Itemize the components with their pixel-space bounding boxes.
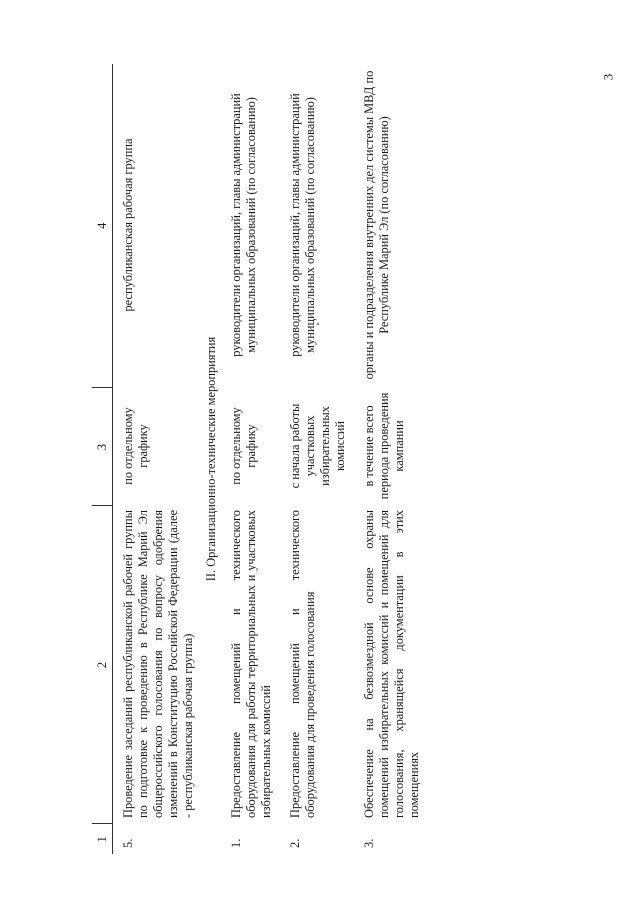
section-row <box>204 64 229 854</box>
row-action: Проведение заседаний республиканской рабочей группы по подготовке к проведению в Республике Марий Эл общероссийского голосования по вопросу одобрения изменений в Конституцию Российской Федерации (далее - республиканская рабочая группа) <box>121 510 195 818</box>
row-number: 5. <box>121 838 135 848</box>
row-number: 2. <box>288 838 302 848</box>
row-term: по отдельному графику <box>229 407 258 485</box>
row-action: Обеспечение на безвозмездной основе охраны помещений избирательных комиссий и помещений для голосования, хранящейся документации в этих помещениях <box>362 510 421 818</box>
row-term: по отдельному графику <box>121 407 150 485</box>
section-title: II. Организационно-технические мероприятия <box>204 336 218 582</box>
table-row <box>362 64 436 854</box>
header-col-4: 4 <box>92 64 113 388</box>
table-row <box>288 64 362 854</box>
row-responsible: республиканская рабочая группа <box>121 138 135 312</box>
table-header-row <box>92 64 113 854</box>
row-number: 1. <box>229 838 243 848</box>
row-responsible: руководители организаций, главы администраций муниципальных образований (по согласованию) <box>229 93 258 357</box>
table-row <box>113 64 205 854</box>
table-row <box>229 64 288 854</box>
row-term: в течение всего периода проведения кампании <box>362 392 406 500</box>
header-col-3: 3 <box>92 388 113 506</box>
row-action: Предоставление помещений и технического оборудования для работы территориальных и участковых избирательных комиссий <box>229 510 273 818</box>
row-term: с начала работы участковых избирательных комиссий <box>288 403 347 489</box>
header-col-2: 2 <box>92 506 113 824</box>
rotated-table-container <box>92 64 572 854</box>
row-responsible: руководители организаций, главы администраций муниципальных образований (по согласованию) <box>288 93 317 357</box>
header-col-1: 1 <box>92 824 113 854</box>
row-responsible: органы и подразделения внутренних дел системы МВД по Республике Марий Эл (по согласованию) <box>362 70 391 380</box>
plan-table <box>92 64 436 854</box>
page-number: 3 <box>600 73 616 81</box>
row-action: Предоставление помещений и технического оборудования для проведения голосования <box>288 510 317 818</box>
row-number: 3. <box>362 838 376 848</box>
